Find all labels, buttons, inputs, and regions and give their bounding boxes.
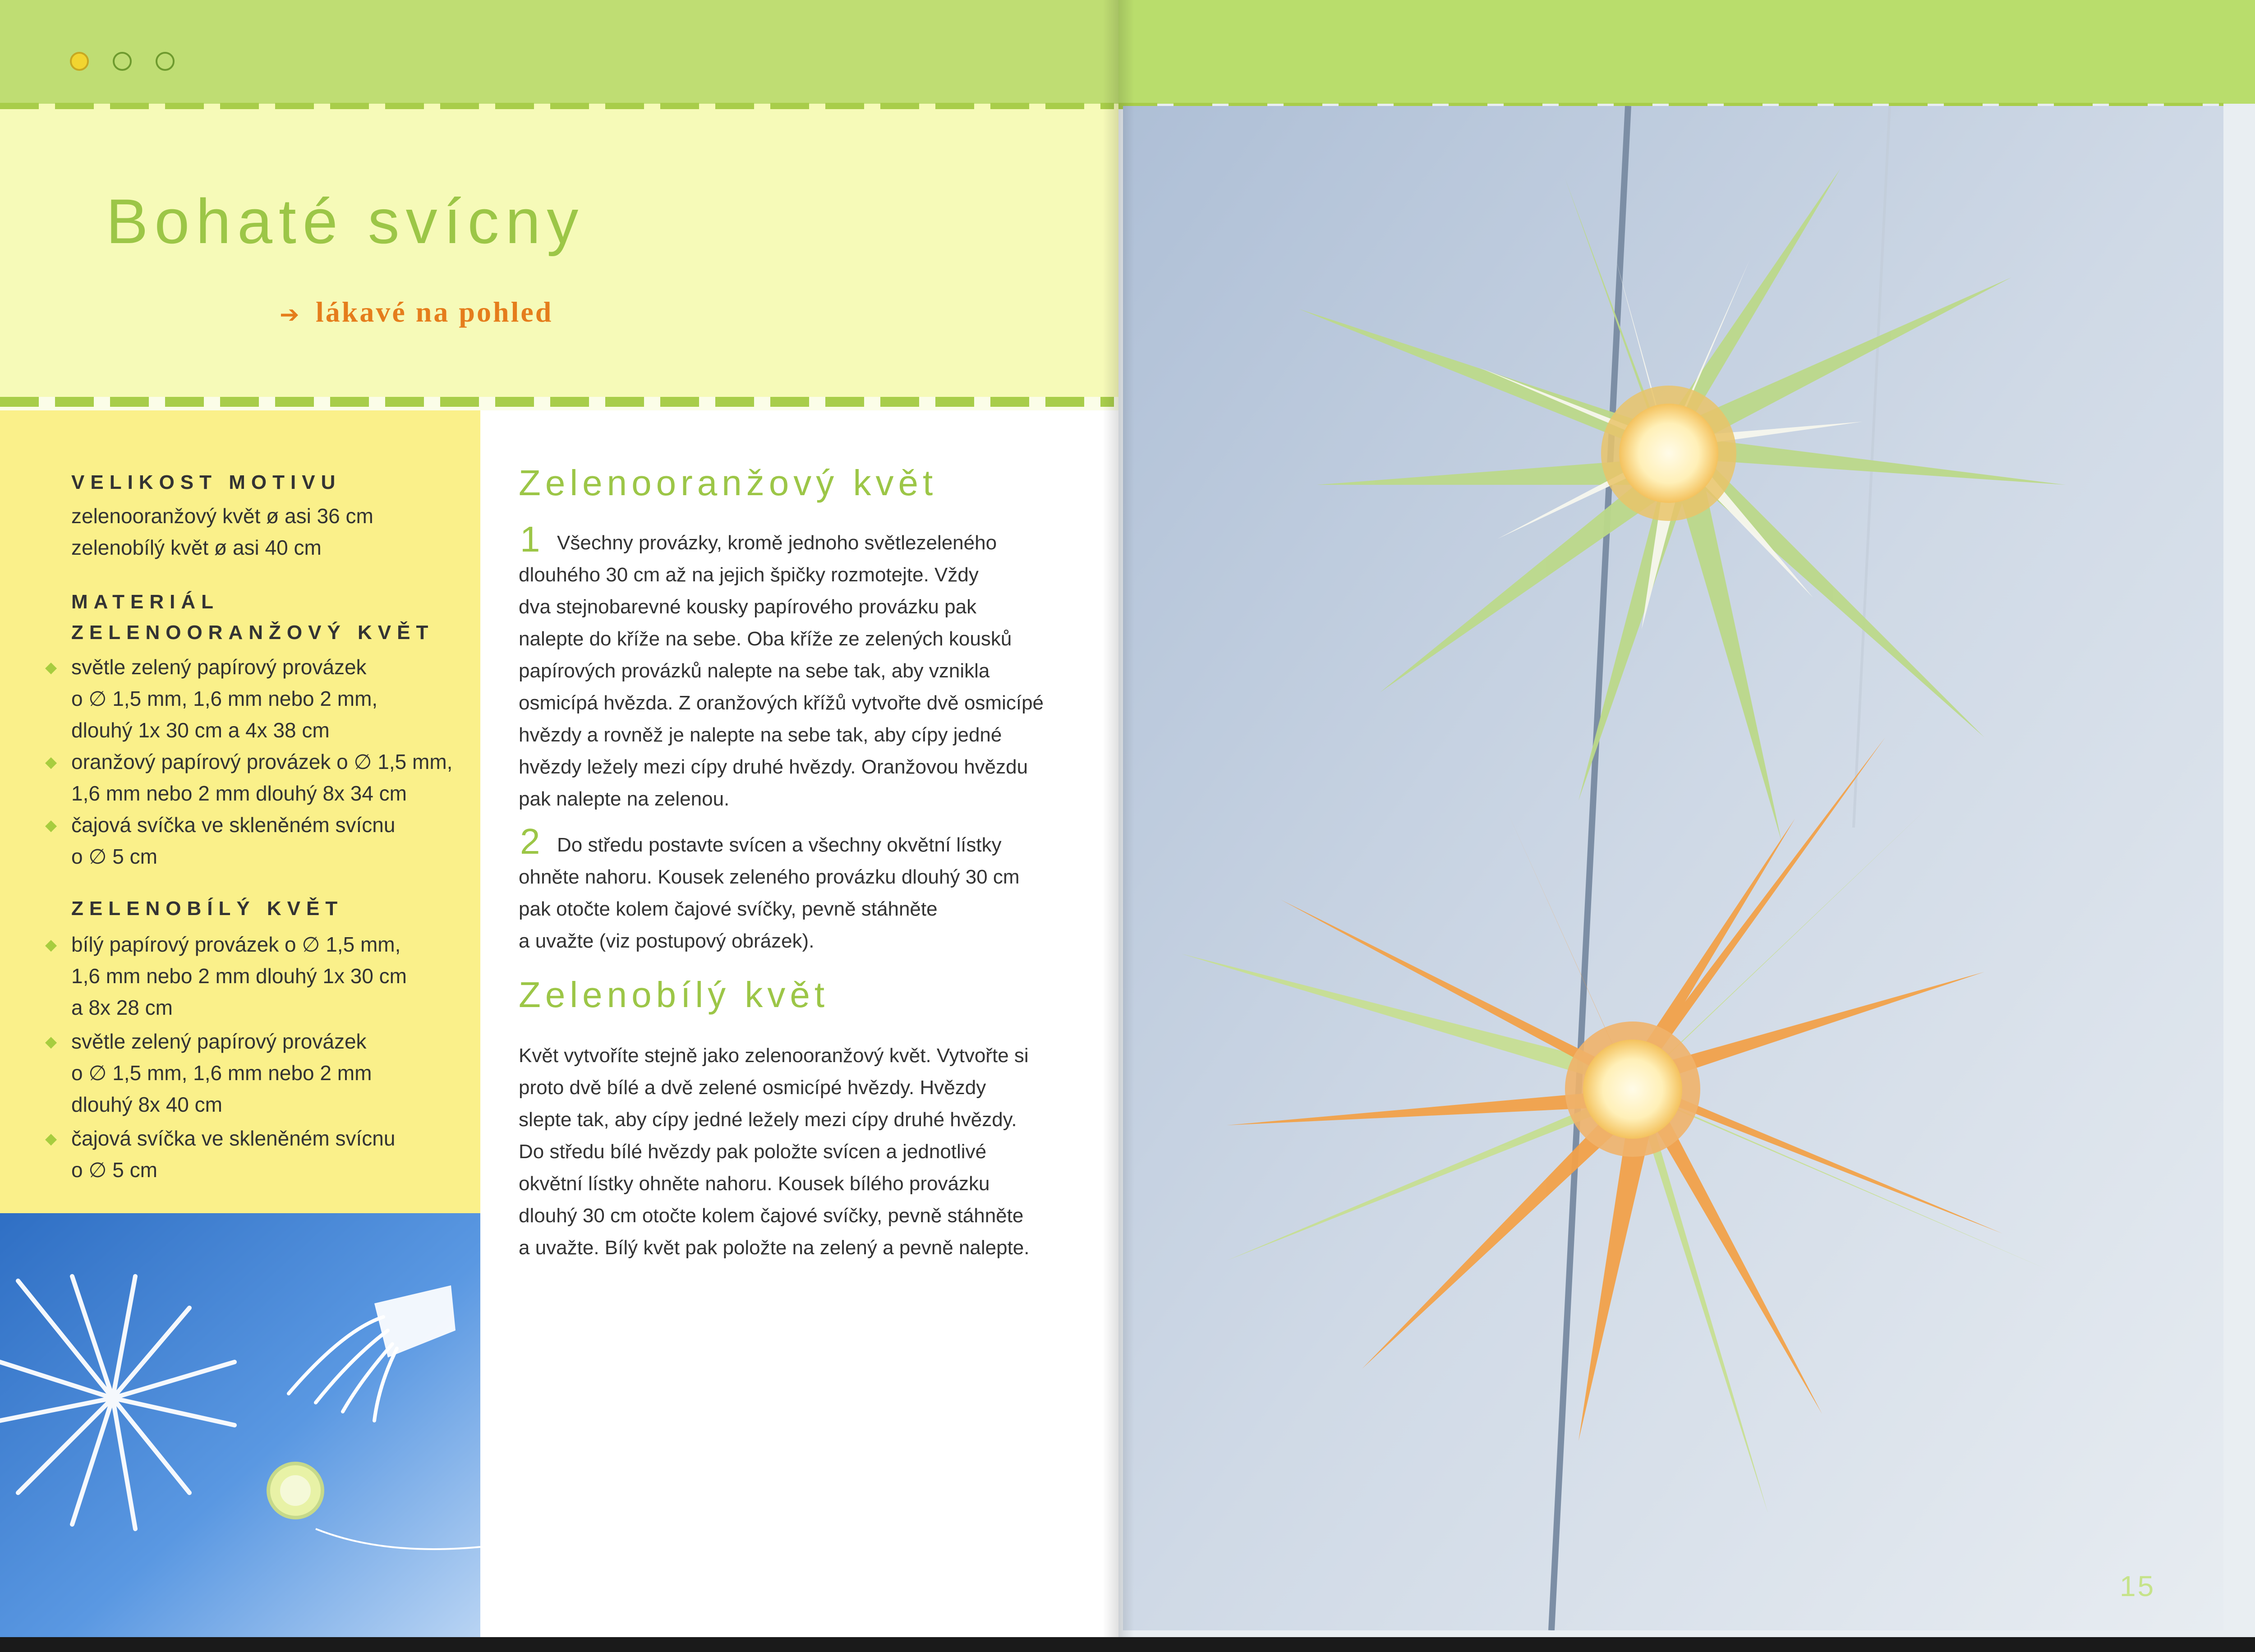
step-line: osmicípá hvězda. Z oranžových křížů vytvořte dvě osmicípé bbox=[519, 692, 1044, 714]
material-line: čajová svíčka ve skleněném svícnu bbox=[71, 813, 396, 837]
bullet-icon: ◆ bbox=[45, 936, 57, 953]
section-heading: Zelenooranžový květ bbox=[519, 463, 938, 503]
page-subtitle: lákavé na pohled bbox=[316, 296, 553, 328]
material-line: 1,6 mm nebo 2 mm dlouhý 1x 30 cm bbox=[71, 964, 407, 988]
bullet-icon: ◆ bbox=[45, 817, 57, 834]
size-heading: VELIKOST MOTIVU bbox=[71, 471, 341, 493]
bullet-icon: ◆ bbox=[45, 1033, 57, 1050]
scan-bottom-edge bbox=[0, 1637, 2255, 1652]
step-number: 2 bbox=[520, 821, 540, 861]
step-line: dlouhého 30 cm až na jejich špičky rozmotejte. Vždy bbox=[519, 564, 979, 586]
material-line: světle zelený papírový provázek bbox=[71, 655, 367, 679]
step-line: Do středu postavte svícen a všechny okvětní lístky bbox=[557, 834, 1002, 856]
instructions-column bbox=[480, 410, 1118, 1652]
page-number: 15 bbox=[2120, 1570, 2156, 1602]
material-line: o ∅ 1,5 mm, 1,6 mm nebo 2 mm, bbox=[71, 687, 378, 710]
header-band-right bbox=[1118, 0, 2255, 104]
body-line: a uvažte. Bílý květ pak položte na zelený a pevně nalepte. bbox=[519, 1237, 1030, 1259]
body-line: okvětní lístky ohněte nahoru. Kousek bílého provázku bbox=[519, 1173, 990, 1195]
step-line: a uvažte (viz postupový obrázek). bbox=[519, 930, 815, 952]
step-line: dva stejnobarevné kousky papírového provázku pak bbox=[519, 596, 977, 618]
section-heading: Zelenobílý květ bbox=[519, 975, 829, 1015]
step-line: pak nalepte na zelenou. bbox=[519, 788, 730, 810]
dot-outline-1 bbox=[113, 52, 132, 71]
step-line: nalepte do kříže na sebe. Oba kříže ze zelených kousků bbox=[519, 628, 1012, 650]
body-line: Do středu bílé hvězdy pak položte svícen a jednotlivé bbox=[519, 1141, 987, 1163]
bullet-icon: ◆ bbox=[45, 659, 57, 676]
material-heading: MATERIÁL bbox=[71, 591, 220, 613]
candle-flowers-photo bbox=[1123, 106, 2223, 1630]
dashed-divider-middle bbox=[0, 397, 1114, 407]
step-line: pak otočte kolem čajové svíčky, pevně stáhněte bbox=[519, 898, 938, 920]
material-line: a 8x 28 cm bbox=[71, 996, 173, 1019]
green-orange-heading: ZELENOORANŽOVÝ KVĚT bbox=[71, 621, 434, 644]
bullet-icon: ◆ bbox=[45, 1130, 57, 1147]
dot-outline-2 bbox=[156, 52, 175, 71]
body-line: Květ vytvoříte stejně jako zelenooranžový květ. Vytvořte si bbox=[519, 1045, 1029, 1067]
body-line: slepte tak, aby cípy jedné ležely mezi cípy druhé hvězdy. bbox=[519, 1109, 1017, 1131]
size-line: zelenooranžový květ ø asi 36 cm bbox=[71, 504, 373, 528]
page-title: Bohaté svícny bbox=[106, 186, 585, 257]
step-line: papírových provázků nalepte na sebe tak, aby vznikla bbox=[519, 660, 990, 682]
body-line: proto dvě bílé a dvě zelené osmicípé hvězdy. Hvězdy bbox=[519, 1077, 986, 1099]
step-number: 1 bbox=[520, 519, 540, 559]
step-line: ohněte nahoru. Kousek zeleného provázku dlouhý 30 cm bbox=[519, 866, 1020, 888]
material-line: o ∅ 1,5 mm, 1,6 mm nebo 2 mm bbox=[71, 1061, 372, 1085]
materials-sidebar bbox=[0, 410, 480, 1213]
green-white-heading: ZELENOBÍLÝ KVĚT bbox=[71, 897, 344, 920]
material-line: bílý papírový provázek o ∅ 1,5 mm, bbox=[71, 933, 401, 956]
step-photo bbox=[0, 1213, 480, 1652]
step-line: hvězdy a rovněž je nalepte na sebe tak, aby cípy jedné bbox=[519, 724, 1002, 746]
arrow-right-icon: ➔ bbox=[280, 302, 299, 328]
material-line: o ∅ 5 cm bbox=[71, 845, 157, 868]
dot-yellow bbox=[70, 52, 89, 71]
bullet-icon: ◆ bbox=[45, 754, 57, 771]
material-line: 1,6 mm nebo 2 mm dlouhý 8x 34 cm bbox=[71, 782, 407, 805]
material-line: oranžový papírový provázek o ∅ 1,5 mm, bbox=[71, 750, 453, 773]
material-line: dlouhý 8x 40 cm bbox=[71, 1093, 222, 1116]
material-line: dlouhý 1x 30 cm a 4x 38 cm bbox=[71, 718, 330, 742]
material-line: o ∅ 5 cm bbox=[71, 1158, 157, 1182]
material-line: světle zelený papírový provázek bbox=[71, 1030, 367, 1053]
step-line: Všechny provázky, kromě jednoho světlezeleného bbox=[557, 532, 997, 554]
book-spine-shadow bbox=[1103, 0, 1134, 1652]
size-line: zelenobílý květ ø asi 40 cm bbox=[71, 536, 322, 559]
step-line: hvězdy ležely mezi cípy druhé hvězdy. Oranžovou hvězdu bbox=[519, 756, 1028, 778]
material-line: čajová svíčka ve skleněném svícnu bbox=[71, 1127, 396, 1150]
body-line: dlouhý 30 cm otočte kolem čajové svíčky, pevně stáhněte bbox=[519, 1205, 1024, 1227]
dashed-divider-top bbox=[0, 103, 1114, 109]
